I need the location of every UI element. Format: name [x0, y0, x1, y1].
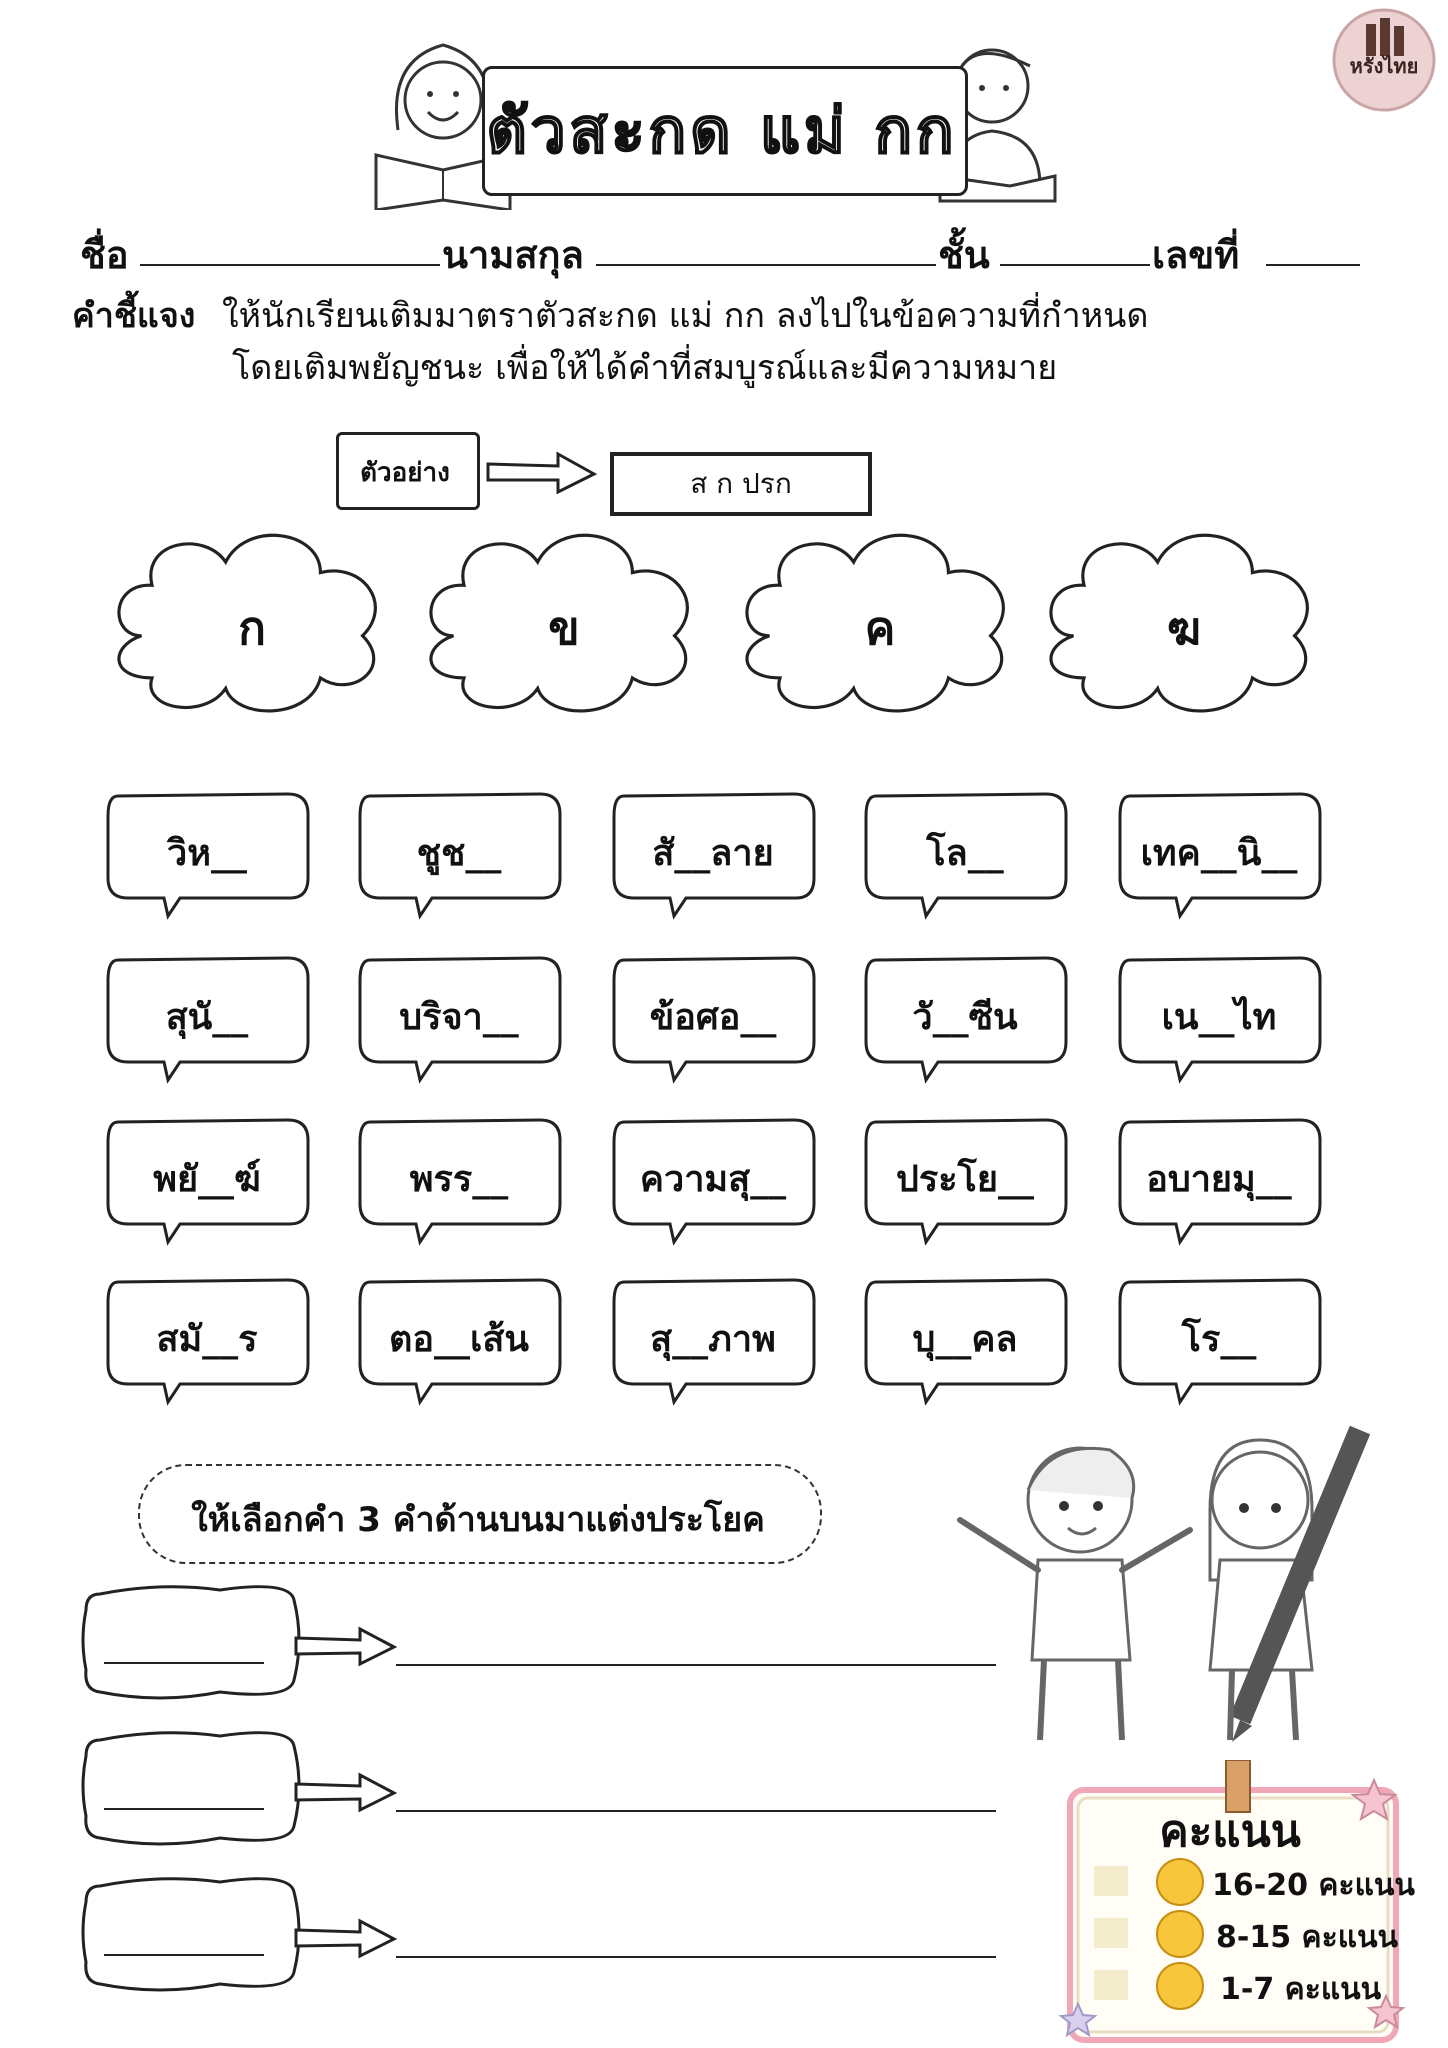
kids-illustration: [940, 1420, 1380, 1750]
surname-label: นามสกุล: [442, 233, 584, 277]
chosen-word-field[interactable]: [104, 1808, 264, 1810]
bubble-word[interactable]: สุนั__: [165, 997, 249, 1038]
cloud-letter: ค: [864, 601, 896, 655]
score-checkbox-1[interactable]: [1094, 1866, 1128, 1896]
task-instruction: ให้เลือกคำ 3 คำด้านบนมาแต่งประโยค: [191, 1500, 765, 1540]
cloud-letter: ก: [238, 601, 266, 655]
instructions-line-2: โดยเติมพยัญชนะ เพื่อให้ได้คำที่สมบูรณ์และมีความหมาย: [232, 348, 1058, 388]
surname-field[interactable]: [596, 264, 936, 266]
instructions-label: คำชี้แจง: [72, 296, 196, 336]
neutral-emoji-icon: [1156, 1910, 1204, 1958]
bubble-word[interactable]: เน__ไท: [1161, 997, 1277, 1038]
class-label: ชั้น: [938, 233, 990, 277]
score-row-3: 1-7 คะแนน: [1220, 1972, 1382, 2007]
bubble-word[interactable]: ตอ__เส้น: [389, 1319, 529, 1360]
bubble-word[interactable]: พรร__: [409, 1159, 509, 1200]
logo-text: หรังไทย: [1349, 54, 1419, 78]
sad-emoji-icon: [1156, 1962, 1204, 2010]
bubble-word[interactable]: สมั__ร: [156, 1319, 258, 1360]
name-label: ชื่อ: [80, 233, 129, 277]
cloud-letter: ฆ: [1166, 601, 1202, 655]
bubble-word[interactable]: วิห__: [167, 833, 247, 874]
bubble-word[interactable]: สั__ลาย: [652, 833, 774, 874]
bubble-word[interactable]: เทค__นิ__: [1140, 833, 1298, 874]
word-frame: [80, 1580, 300, 1704]
example-arrow: [486, 450, 598, 494]
bubble-word[interactable]: ข้อศอ__: [649, 997, 777, 1038]
instructions-line-1: ให้นักเรียนเติมมาตราตัวสะกด แม่ กก ลงไปในข้อความที่กำหนด: [222, 296, 1149, 336]
example-label: ตัวอย่าง: [360, 458, 450, 488]
example-word: ส ก ปรก: [690, 467, 792, 500]
number-field[interactable]: [1266, 264, 1360, 266]
arrow-icon: [294, 1626, 398, 1666]
sentence-field[interactable]: [396, 1956, 996, 1958]
laughing-emoji-icon: [1156, 1858, 1204, 1906]
word-frame: [80, 1726, 300, 1850]
chosen-word-field[interactable]: [104, 1662, 264, 1664]
word-frame: [80, 1872, 300, 1996]
class-field[interactable]: [1000, 264, 1150, 266]
bubble-word[interactable]: สุ__ภาพ: [650, 1319, 776, 1360]
bubble-word[interactable]: ชูช__: [416, 833, 502, 874]
bubble-word[interactable]: ประโย__: [896, 1159, 1034, 1200]
bubble-word[interactable]: บุ__คล: [912, 1319, 1018, 1360]
cloud-letter: ข: [548, 601, 580, 655]
bubble-word[interactable]: โร__: [1181, 1319, 1257, 1360]
bubble-word[interactable]: ความสุ__: [639, 1159, 787, 1200]
score-checkbox-2[interactable]: [1094, 1918, 1128, 1948]
sentence-field[interactable]: [396, 1810, 996, 1812]
bubble-word[interactable]: พยั__ฆ์: [153, 1159, 261, 1200]
score-row-1: 16-20 คะแนน: [1212, 1868, 1415, 1903]
arrow-icon: [294, 1918, 398, 1958]
bubble-word[interactable]: อบายมุ__: [1146, 1159, 1292, 1200]
name-field[interactable]: [140, 264, 440, 266]
sentence-field[interactable]: [396, 1664, 996, 1666]
score-checkbox-3[interactable]: [1094, 1970, 1128, 2000]
bubble-word[interactable]: โล__: [926, 833, 1004, 874]
bubble-word[interactable]: วั__ซีน: [912, 997, 1018, 1038]
score-title: คะแนน: [1159, 1806, 1301, 1857]
number-label: เลขที่: [1152, 233, 1240, 277]
chosen-word-field[interactable]: [104, 1954, 264, 1956]
arrow-icon: [294, 1772, 398, 1812]
score-row-2: 8-15 คะแนน: [1216, 1920, 1399, 1955]
page-title: ตัวสะกด แม่ กก: [486, 94, 958, 167]
bubble-word[interactable]: บริจา__: [399, 997, 519, 1038]
